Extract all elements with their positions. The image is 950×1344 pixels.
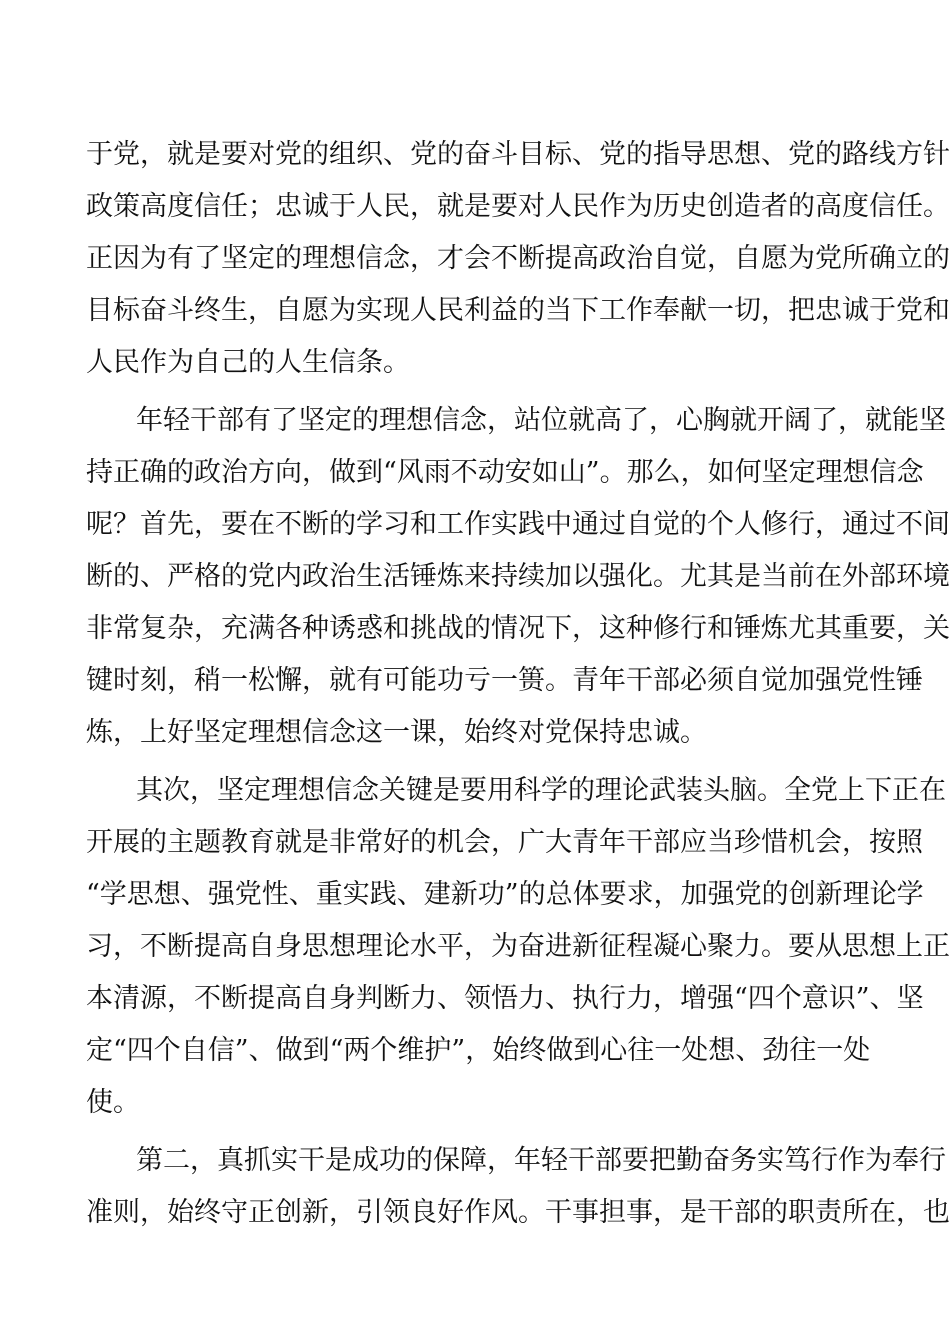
text-line: 本清源，不断提高自身判断力、领悟力、执行力，增强“四个意识”、坚	[86, 983, 924, 1014]
text-line: 断的、严格的党内政治生活锤炼来持续加以强化。尤其是当前在外部环境	[86, 561, 950, 592]
text-line: 定“四个自信”、做到“两个维护”，始终做到心往一处想、劲往一处	[86, 1035, 871, 1066]
text-line: 政策高度信任；忠诚于人民，就是要对人民作为历史创造者的高度信任。	[86, 191, 950, 222]
text-line: 人民作为自己的人生信条。	[86, 347, 410, 378]
text-line: 使。	[86, 1087, 140, 1118]
text-line: “学思想、强党性、重实践、建新功”的总体要求，加强党的创新理论学	[86, 879, 924, 910]
text-line: 持正确的政治方向，做到“风雨不动安如山”。那么，如何坚定理想信念	[86, 457, 924, 488]
text-line: 非常复杂，充满各种诱惑和挑战的情况下，这种修行和锤炼尤其重要，关	[86, 613, 950, 644]
text-line: 于党，就是要对党的组织、党的奋斗目标、党的指导思想、党的路线方针	[86, 139, 950, 170]
text-line: 其次，坚定理想信念关键是要用科学的理论武装头脑。全党上下正在	[136, 775, 946, 806]
text-line: 第二，真抓实干是成功的保障，年轻干部要把勤奋务实笃行作为奉行	[136, 1145, 946, 1176]
text-line: 呢？首先，要在不断的学习和工作实践中通过自觉的个人修行，通过不间	[86, 509, 950, 540]
text-line: 准则，始终守正创新，引领良好作风。干事担事，是干部的职责所在，也	[86, 1197, 950, 1228]
text-line: 习，不断提高自身思想理论水平，为奋进新征程凝心聚力。要从思想上正	[86, 931, 950, 962]
text-line: 年轻干部有了坚定的理想信念，站位就高了，心胸就开阔了，就能坚	[136, 405, 946, 436]
text-line: 正因为有了坚定的理想信念，才会不断提高政治自觉，自愿为党所确立的	[86, 243, 950, 274]
text-line: 键时刻，稍一松懈，就有可能功亏一篑。青年干部必须自觉加强党性锤	[86, 665, 923, 696]
text-line: 炼，上好坚定理想信念这一课，始终对党保持忠诚。	[86, 717, 707, 748]
text-line: 目标奋斗终生，自愿为实现人民利益的当下工作奉献一切，把忠诚于党和	[86, 295, 950, 326]
text-line: 开展的主题教育就是非常好的机会，广大青年干部应当珍惜机会，按照	[86, 827, 923, 858]
